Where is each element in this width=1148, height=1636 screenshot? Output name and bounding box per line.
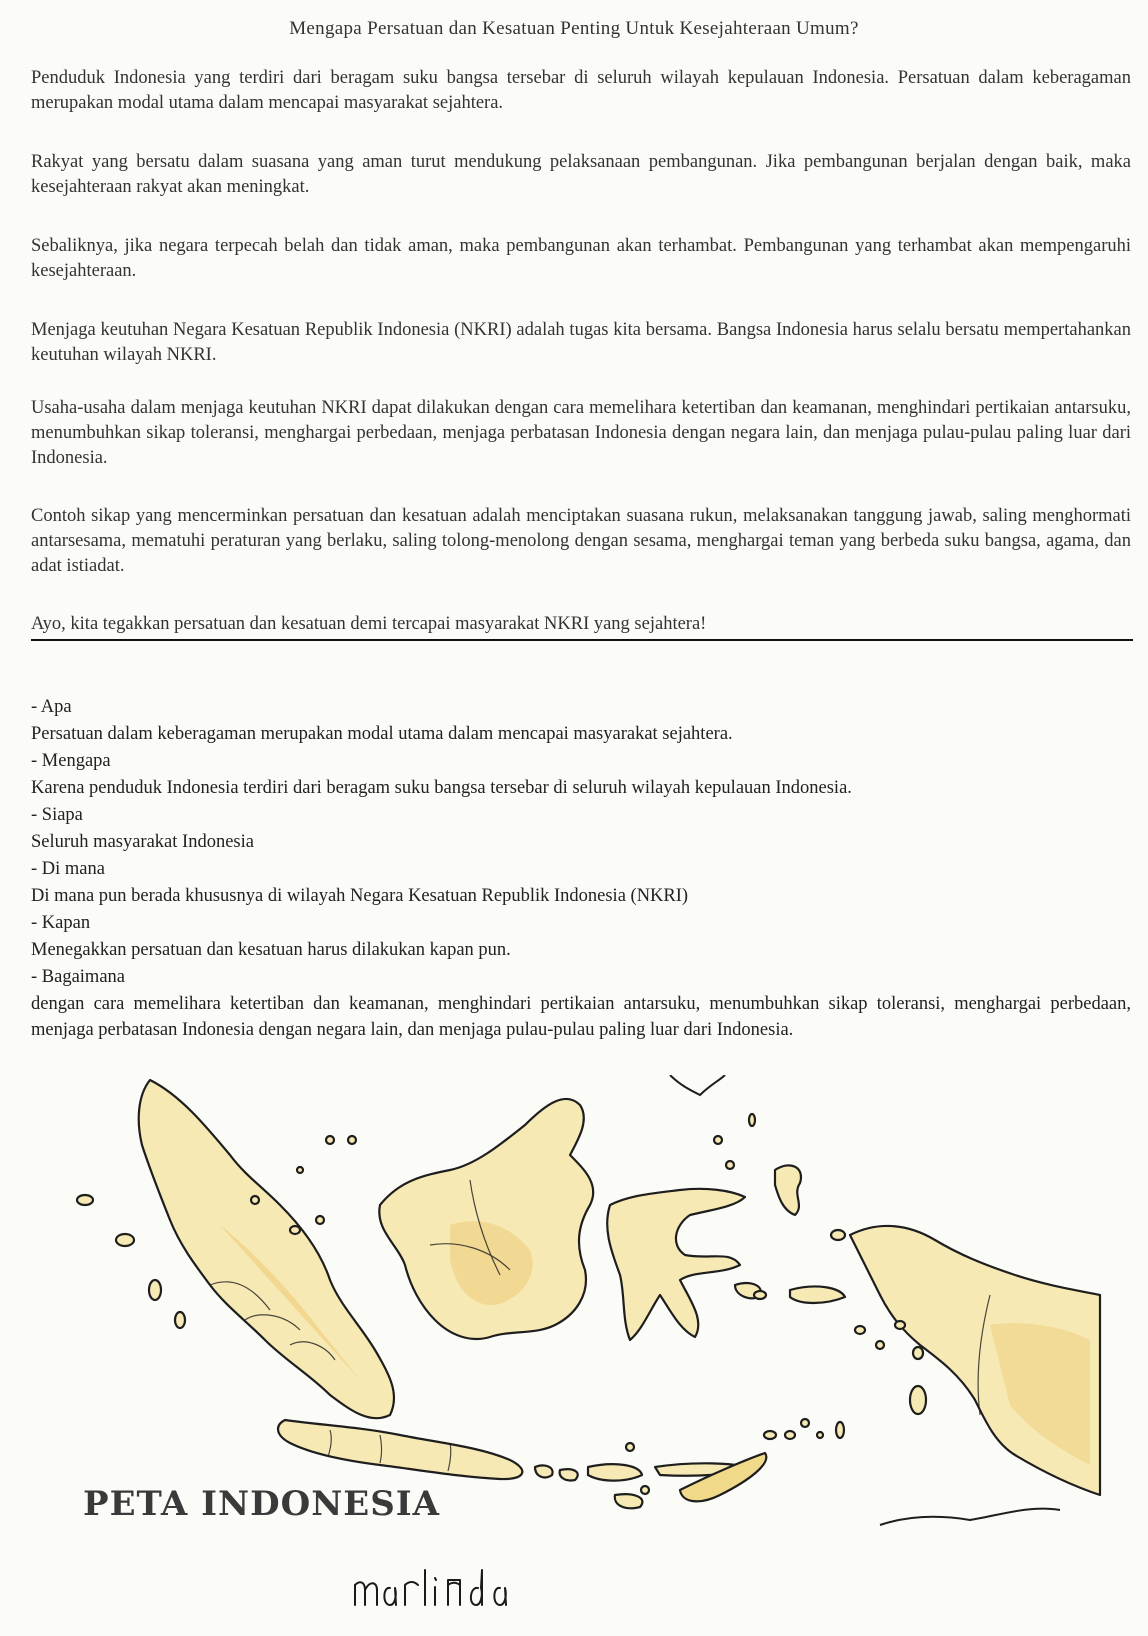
island-small-21 (785, 1431, 795, 1439)
island-lombok (560, 1469, 578, 1480)
question-di-mana: - Di mana (31, 859, 105, 879)
question-bagaimana: - Bagaimana (31, 967, 125, 987)
question-kapan: - Kapan (31, 913, 91, 933)
island-small-12 (726, 1161, 734, 1169)
island-aru (910, 1386, 926, 1414)
island-small-24 (836, 1422, 844, 1438)
island-small-4 (175, 1312, 185, 1328)
island-small-1 (77, 1195, 93, 1205)
island-small-5 (251, 1196, 259, 1204)
answer-apa: Persatuan dalam keberagaman merupakan modal utama dalam mencapai masyarakat sejahtera. (31, 724, 733, 744)
island-small-15 (831, 1230, 845, 1240)
paragraph-4: Menjaga keutuhan Negara Kesatuan Republik Indonesia (NKRI) adalah tugas kita bersama. Bangsa Indonesia harus selalu bersatu mempertahankan keutuhan wilayah NKRI. (31, 320, 1131, 365)
map-title: PETA INDONESIA (83, 1484, 441, 1524)
closing-sentence: Ayo, kita tegakkan persatuan dan kesatuan demi tercapai masyarakat NKRI yang sejahtera! (31, 614, 707, 634)
island-sumbawa (588, 1464, 642, 1480)
island-sumba (615, 1494, 643, 1508)
island-java (278, 1420, 522, 1479)
island-small-26 (641, 1486, 649, 1494)
island-timor (680, 1453, 766, 1501)
island-sumatra (139, 1080, 394, 1418)
paragraph-6: Contoh sikap yang mencerminkan persatuan dan kesatuan adalah menciptakan suasana rukun, melaksanakan tanggung jawab, saling menghormati antarsesama, mematuhi peraturan yang berlaku, saling tolong-menolong dengan sesama, menghargai teman yang berbeda suku bangsa, agama, dan adat istiadat. (31, 506, 1131, 576)
paragraph-5: Usaha-usaha dalam menjaga keutuhan NKRI dapat dilakukan dengan cara memelihara ketertiban dan keamanan, menghindari pertikaian antarsuku, menumbuhkan sikap toleransi, menghargai perbedaan, menjaga perbatasan Indonesia dengan negara lain, dan menjaga pulau-pulau paling luar dari Indonesia. (31, 398, 1131, 468)
paragraph-2: Rakyat yang bersatu dalam suasana yang aman turut mendukung pelaksanaan pembangunan. Jika pembangunan berjalan dengan baik, maka kesejahteraan rakyat akan meningkat. (31, 152, 1131, 197)
island-small-14 (754, 1291, 766, 1299)
section-divider (31, 639, 1133, 641)
question-answer-list (31, 694, 1131, 1043)
island-small-7 (316, 1216, 324, 1224)
island-small-19 (913, 1347, 923, 1359)
island-halmahera (775, 1165, 801, 1215)
island-small-11 (714, 1136, 722, 1144)
island-small-6 (290, 1226, 300, 1234)
island-small-3 (149, 1280, 161, 1300)
island-small-20 (764, 1431, 776, 1439)
island-bali (535, 1465, 553, 1477)
answer-mengapa: Karena penduduk Indonesia terdiri dari beragam suku bangsa tersebar di seluruh wilayah kepulauan Indonesia. (31, 778, 852, 798)
island-small-8 (326, 1136, 334, 1144)
island-small-22 (801, 1419, 809, 1427)
question-siapa: - Siapa (31, 805, 83, 825)
island-small-16 (855, 1326, 865, 1334)
paragraph-3: Sebaliknya, jika negara terpecah belah dan tidak aman, maka pembangunan akan terhambat. Pembangunan yang terhambat akan mempengaruhi kesejahteraan. (31, 236, 1131, 281)
island-seram (790, 1286, 845, 1303)
island-small-25 (626, 1443, 634, 1451)
answer-siapa: Seluruh masyarakat Indonesia (31, 832, 254, 852)
map-islands (77, 1080, 1100, 1508)
question-mengapa: - Mengapa (31, 751, 111, 771)
document-title: Mengapa Persatuan dan Kesatuan Penting Untuk Kesejahteraan Umum? (289, 18, 859, 39)
answer-bagaimana: dengan cara memelihara ketertiban dan keamanan, menghindari pertikaian antarsuku, menumbuhkan sikap toleransi, menghargai perbedaan, menjaga perbatasan Indonesia dengan negara lain, dan menjaga pulau-pulau paling luar dari Indonesia. (31, 994, 1131, 1040)
island-small-10 (297, 1167, 303, 1173)
island-small-23 (817, 1432, 823, 1438)
island-small-9 (348, 1136, 356, 1144)
island-small-18 (895, 1321, 905, 1329)
indonesia-map-drawing (30, 1075, 1130, 1635)
island-small-17 (876, 1341, 884, 1349)
answer-di-mana: Di mana pun berada khususnya di wilayah Negara Kesatuan Republik Indonesia (NKRI) (31, 886, 689, 906)
island-small-13 (749, 1114, 755, 1126)
island-sulawesi (607, 1189, 745, 1340)
island-small-2 (116, 1234, 134, 1246)
handwritten-signature (350, 1560, 550, 1620)
answer-kapan: Menegakkan persatuan dan kesatuan harus dilakukan kapan pun. (31, 940, 511, 960)
paragraph-1: Penduduk Indonesia yang terdiri dari beragam suku bangsa tersebar di seluruh wilayah kepulauan Indonesia. Persatuan dalam keberagaman merupakan modal utama dalam mencapai masyarakat sejahtera. (31, 68, 1131, 113)
question-apa: - Apa (31, 697, 72, 717)
